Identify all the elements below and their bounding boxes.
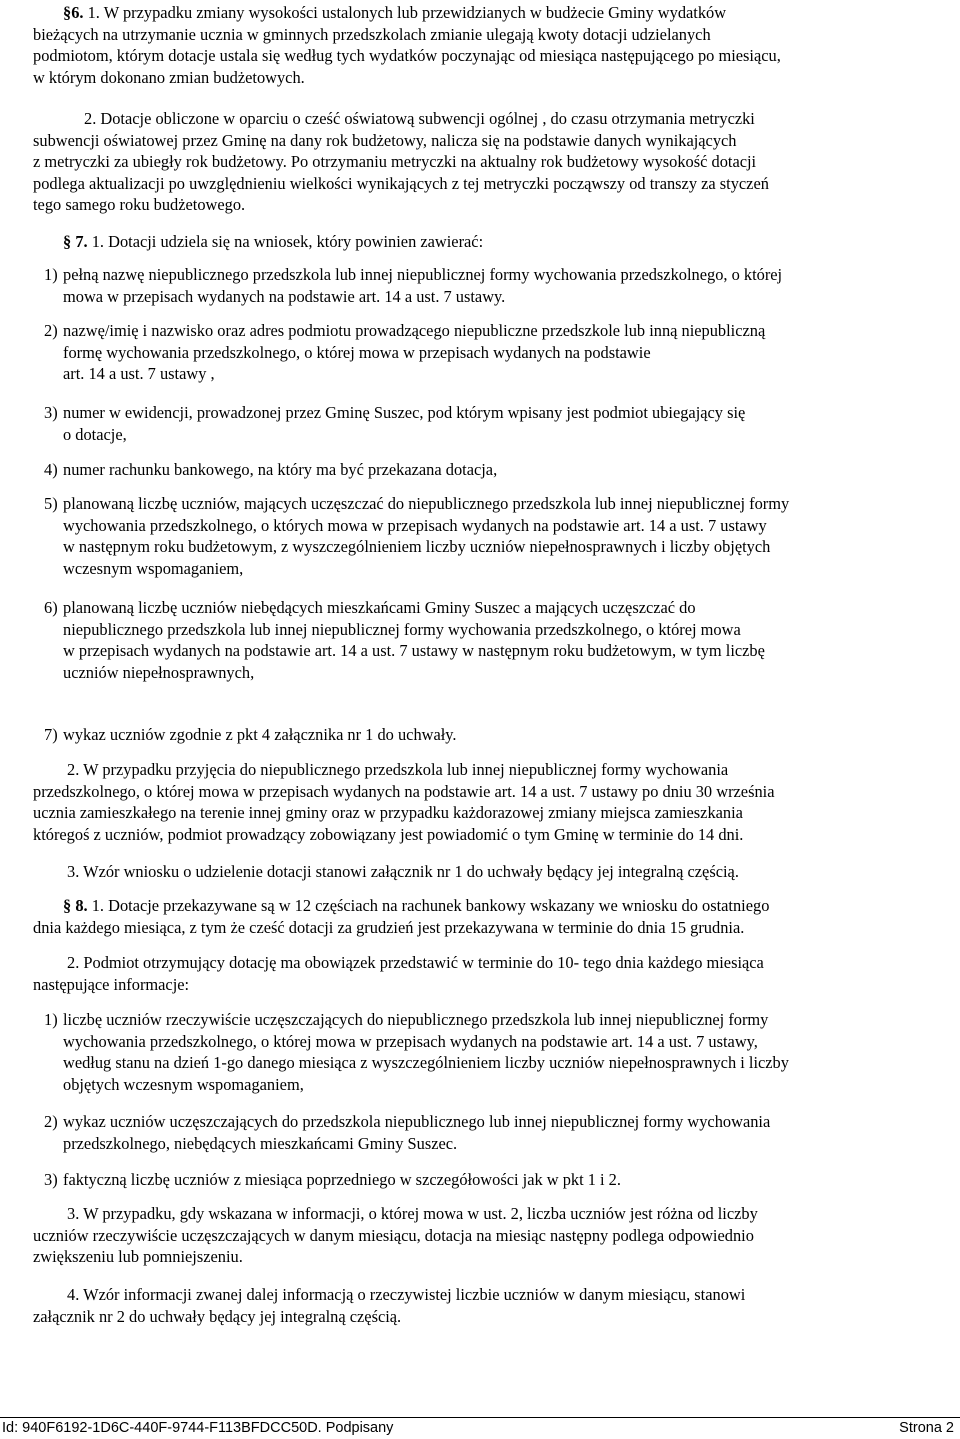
text-line: przedszkolnego, niebędących mieszkańcami Gminy Suszec. [63, 1133, 458, 1153]
list-item [44, 493, 934, 579]
list-item [44, 1111, 934, 1154]
text-line: w przepisach wydanych na podstawie art. 14 a ust. 7 ustawy w następnym roku budżetowym, w tym liczbę [63, 641, 765, 660]
list-item [44, 320, 934, 385]
page-footer [0, 1417, 960, 1439]
text-line: uczniów niepełnosprawnych, [63, 662, 255, 682]
text-line: tego samego roku budżetowego. [33, 195, 246, 214]
text-line: ucznia zamieszkałego na terenie innej gminy oraz w przypadku każdorazowej zmiany miejsca zamieszkania [33, 803, 743, 822]
section-7-paragraph-3 [33, 861, 933, 883]
list-item [44, 597, 934, 683]
list-item [44, 1009, 934, 1095]
section-8-paragraph-3 [33, 1203, 933, 1268]
section-symbol: § [63, 896, 72, 915]
section-8-paragraph-1 [33, 895, 933, 938]
text-line: wychowania przedszkolnego, o których mowa w przepisach wydanych na podstawie art. 14 a ust. 7 ustawy [63, 515, 767, 535]
section-number: 8. [75, 896, 88, 915]
text-line: mowa w przepisach wydanych na podstawie art. 14 a ust. 7 ustawy. [63, 286, 506, 306]
text-line: 1. Dotacji udziela się na wniosek, który powinien zawierać: [91, 232, 484, 251]
text-line: według stanu na dzień 1-go danego miesiąca z wyszczególnieniem liczby uczniów niepełnosprawnych i liczby [63, 1053, 789, 1072]
list-item-number: 3) [44, 403, 58, 422]
text-line: dnia każdego miesiąca, z tym że cześć dotacji za grudzień jest przekazywana w terminie do dnia 15 grudnia. [33, 917, 745, 937]
text-line: w którym dokonano zmian budżetowych. [33, 67, 305, 87]
section-8-paragraph-4 [33, 1284, 933, 1327]
section-number: 6. [71, 3, 84, 22]
text-line: 4. Wzór informacji zwanej dalej informacją o rzeczywistej liczbie uczniów w danym miesiącu, stanowi [67, 1285, 746, 1304]
text-line: 2. Podmiot otrzymujący dotację ma obowiązek przedstawić w terminie do 10- tego dnia każdego miesiąca [67, 953, 764, 972]
list-item-number: 4) [44, 460, 58, 479]
list-item-number: 5) [44, 494, 58, 513]
text-line: bieżących na utrzymanie ucznia w gminnych przedszkolach zmianie ulegają kwoty dotacji udzielanych [33, 24, 711, 44]
list-item-number: 2) [44, 1112, 58, 1131]
document-id: Id: 940F6192-1D6C-440F-9744-F113BFDCC50D. Podpisany [2, 1420, 394, 1436]
text-line: następujące informacje: [33, 974, 190, 994]
text-line: uczniów rzeczywiście uczęszczających w danym miesiącu, dotacja na miesiąc następny podlega odpowiednio [33, 1225, 754, 1245]
text-line: numer w ewidencji, prowadzonej przez Gminę Suszec, pod którym wpisany jest podmiot ubiegający się [63, 403, 746, 422]
text-line: zwiększeniu lub pomniejszeniu. [33, 1247, 243, 1266]
text-line: art. 14 a ust. 7 ustawy , [63, 364, 215, 383]
text-line: wychowania przedszkolnego, o której mowa w przepisach wydanych na podstawie art. 14 a ust. 7 ustawy, [63, 1031, 758, 1051]
text-line: formę wychowania przedszkolnego, o której mowa w przepisach wydanych na podstawie [63, 342, 651, 362]
text-line: 2. W przypadku przyjęcia do niepublicznego przedszkola lub innej niepublicznej formy wychowania [67, 760, 729, 779]
text-line: przedszkolnego, o której mowa w przepisach wydanych na podstawie art. 14 a ust. 7 ustawy po dniu 30 września [33, 781, 775, 801]
text-line: wykaz uczniów zgodnie z pkt 4 załącznika nr 1 do uchwały. [63, 725, 457, 744]
text-line: pełną nazwę niepublicznego przedszkola lub innej niepublicznej formy wychowania przedszkolnego, o której [63, 265, 783, 284]
text-line: liczbę uczniów rzeczywiście uczęszczających do niepublicznego przedszkola lub innej niepublicznej formy [63, 1010, 769, 1029]
list-item [44, 724, 934, 746]
text-line: o dotacje, [63, 424, 127, 444]
text-line: podmiotom, którym dotacje ustala się według tych wydatków poczynając od miesiąca następującego po miesiącu, [33, 46, 781, 65]
text-line: nazwę/imię i nazwisko oraz adres podmiotu prowadzącego niepubliczne przedszkole lub inną niepubliczną [63, 321, 766, 340]
text-line: wykaz uczniów uczęszczających do przedszkola niepublicznego lub innej niepublicznej formy wychowania [63, 1112, 771, 1131]
section-number: 7. [75, 232, 88, 251]
text-line: podlega aktualizacji po uwzględnieniu wielkości wynikających z tej metryczki począwszy od transzy za styczeń [33, 173, 769, 193]
text-line: planowaną liczbę uczniów, mających uczęszczać do niepublicznego przedszkola lub innej niepublicznej formy [63, 494, 790, 513]
text-line: 1. W przypadku zmiany wysokości ustalonych lub przewidzianych w budżecie Gminy wydatków [87, 3, 727, 22]
text-line: 1. Dotacje przekazywane są w 12 częściach na rachunek bankowy wskazany we wniosku do ostatniego [91, 896, 770, 915]
text-line: niepublicznego przedszkola lub innej niepublicznej formy wychowania przedszkolnego, o której mowa [63, 619, 741, 639]
list-item-number: 6) [44, 598, 58, 617]
list-item [44, 264, 934, 307]
list-item [44, 402, 934, 445]
text-line: objętych wczesnym wspomaganiem, [63, 1074, 304, 1094]
section-8-paragraph-2 [33, 952, 933, 995]
list-item-number: 2) [44, 321, 58, 340]
list-item-number: 1) [44, 1010, 58, 1029]
text-line: 2. Dotacje obliczone w oparciu o cześć oświatową subwencji ogólnej , do czasu otrzymania metryczki [84, 109, 755, 128]
list-item-number: 7) [44, 725, 58, 744]
text-line: w następnym roku budżetowym, z wyszczególnieniem liczby uczniów niepełnosprawnych i liczby objętych [63, 537, 771, 556]
section-6-paragraph-2 [33, 108, 933, 216]
text-line: 3. Wzór wniosku o udzielenie dotacji stanowi załącznik nr 1 do uchwały będący jej integralną częścią. [67, 862, 739, 881]
list-item-number: 3) [44, 1170, 58, 1189]
text-line: któregoś z uczniów, podmiot prowadzący zobowiązany jest powiadomić o tym Gminę w terminie do 14 dni. [33, 824, 744, 844]
text-line: numer rachunku bankowego, na który ma być przekazana dotacja, [63, 460, 498, 479]
text-line: z metryczki za ubiegły rok budżetowy. Po otrzymaniu metryczki na aktualny rok budżetowy wysokość dotacji [33, 152, 757, 171]
text-line: planowaną liczbę uczniów niebędących mieszkańcami Gminy Suszec a mających uczęszczać do [63, 598, 696, 617]
text-line: wczesnym wspomaganiem, [63, 558, 244, 578]
text-line: subwencji oświatowej przez Gminę na dany rok budżetowy, nalicza się na podstawie danych wynikających [33, 130, 737, 150]
section-symbol: § [63, 3, 72, 22]
text-line: załącznik nr 2 do uchwały będący jej integralną częścią. [33, 1306, 402, 1326]
section-6-paragraph-1 [33, 2, 933, 88]
section-7-paragraph-2 [33, 759, 933, 845]
section-symbol: § [63, 232, 72, 251]
section-7-intro [33, 231, 933, 253]
list-item-number: 1) [44, 265, 58, 284]
list-item [44, 1169, 934, 1191]
text-line: 3. W przypadku, gdy wskazana w informacji, o której mowa w ust. 2, liczba uczniów jest różna od liczby [67, 1204, 758, 1223]
list-item [44, 459, 934, 481]
text-line: faktyczną liczbę uczniów z miesiąca poprzedniego w szczegółowości jak w pkt 1 i 2. [63, 1170, 621, 1189]
page-number: Strona 2 [899, 1420, 954, 1436]
